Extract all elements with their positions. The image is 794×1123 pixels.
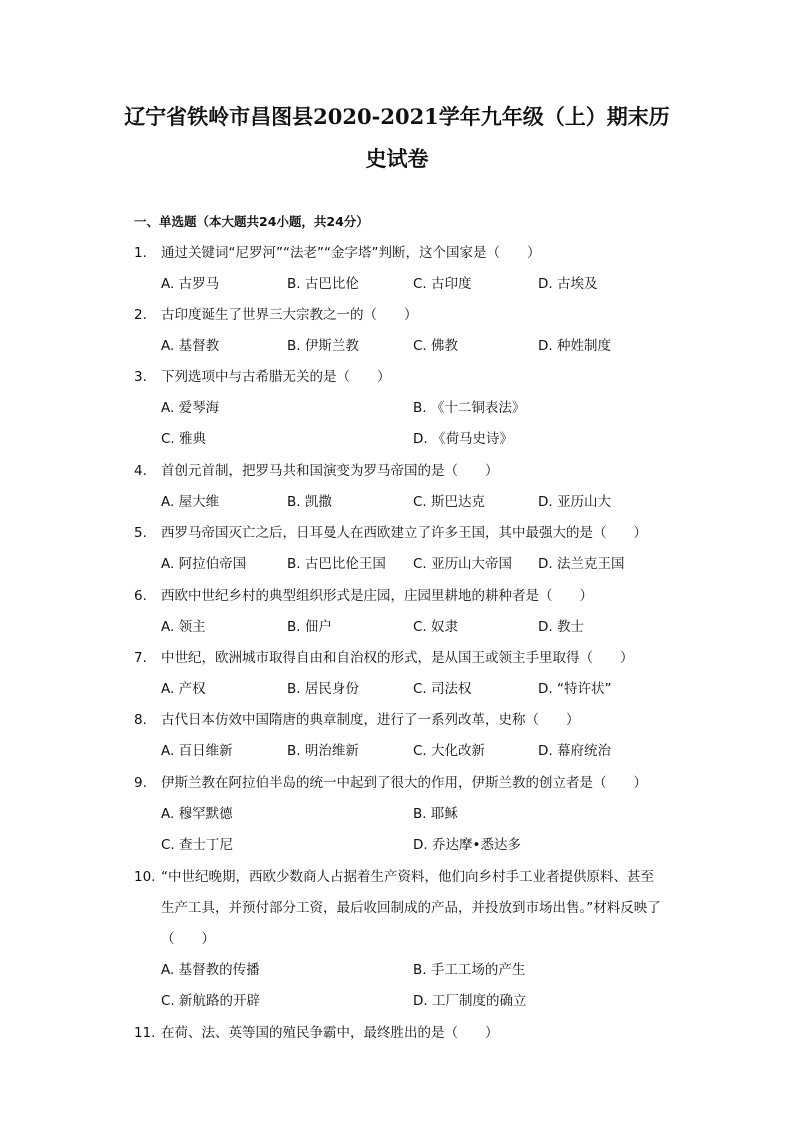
- option-d: D. 教士: [538, 619, 584, 635]
- question-7-options: [161, 674, 671, 705]
- option-d: D. 亚历山大: [538, 494, 611, 510]
- option-c: C. 佛教: [413, 338, 459, 354]
- question-6-options: [161, 612, 671, 643]
- option-a: A. 爱琴海: [161, 400, 220, 416]
- option-b: B. 居民身份: [287, 681, 359, 697]
- option-c: C. 大化改新: [413, 743, 486, 759]
- option-c: C. 斯巴达克: [413, 494, 486, 510]
- page-title-line-2: 史试卷: [365, 146, 429, 171]
- option-c: C. 查士丁尼: [161, 837, 234, 853]
- question-stem: 古代日本仿效中国隋唐的典章制度，进行了一系列改革，史称（ ）: [161, 712, 580, 728]
- option-a: A. 领主: [161, 619, 206, 635]
- question-7: [134, 643, 664, 674]
- question-stem: 西罗马帝国灭亡之后，日耳曼人在西欧建立了许多王国，其中最强大的是（ ）: [161, 525, 647, 541]
- option-d: D. 《荷马史诗》: [413, 431, 513, 447]
- option-c: C. 雅典: [161, 431, 207, 447]
- question-number: 9.: [134, 775, 147, 791]
- option-c: C. 新航路的开辟: [161, 993, 261, 1009]
- option-a: A. 百日维新: [161, 743, 233, 759]
- question-9: [134, 768, 664, 799]
- question-number: 3.: [134, 369, 147, 385]
- option-b: B. 手工工场的产生: [413, 962, 526, 978]
- question-9-options-row-1: [161, 799, 671, 830]
- question-4-options: [161, 487, 671, 518]
- page-title-line-1: 辽宁省铁岭市昌图县2020-2021学年九年级（上）期末历: [124, 104, 670, 129]
- question-stem: 首创元首制，把罗马共和国演变为罗马帝国的是（ ）: [161, 463, 499, 479]
- option-b: B. 凯撒: [287, 494, 332, 510]
- question-stem: 中世纪，欧洲城市取得自由和自治权的形式，是从国王或领主手里取得（ ）: [161, 650, 634, 666]
- question-number: 4.: [134, 463, 147, 479]
- option-c: C. 奴隶: [413, 619, 459, 635]
- option-c: C. 古印度: [413, 276, 472, 292]
- question-10-options-row-1: [161, 955, 671, 986]
- question-3-options-row-2: [161, 424, 671, 455]
- question-10-options-row-2: [161, 986, 671, 1017]
- option-d: D. 种姓制度: [538, 338, 611, 354]
- question-stem: 通过关键词“尼罗河”“法老”“金字塔”判断，这个国家是（ ）: [161, 245, 541, 261]
- option-b: B. 明治维新: [287, 743, 359, 759]
- question-5-options: [161, 549, 671, 580]
- option-d: D. 乔达摩•悉达多: [413, 837, 521, 853]
- question-8-options: [161, 736, 671, 767]
- question-3-options-row-1: [161, 393, 671, 424]
- question-number: 1.: [134, 245, 147, 261]
- question-3: [134, 362, 664, 393]
- option-b: B. 耶稣: [413, 806, 458, 822]
- option-a: A. 古罗马: [161, 276, 220, 292]
- option-d: D. 幕府统治: [538, 743, 611, 759]
- option-d: D. 法兰克王国: [538, 556, 625, 572]
- question-2-options: [161, 331, 671, 362]
- question-8: [134, 705, 664, 736]
- option-a: A. 穆罕默德: [161, 806, 233, 822]
- question-number: 10.: [134, 869, 156, 885]
- question-6: [134, 581, 664, 612]
- question-number: 5.: [134, 525, 147, 541]
- option-a: A. 产权: [161, 681, 206, 697]
- option-b: B. 古巴比伦: [287, 276, 359, 292]
- question-number: 2.: [134, 307, 147, 323]
- option-a: A. 基督教: [161, 338, 220, 354]
- option-b: B. 伊斯兰教: [287, 338, 359, 354]
- question-number: 8.: [134, 712, 147, 728]
- question-11: [134, 1018, 664, 1049]
- question-10: [134, 862, 664, 955]
- option-a: A. 基督教的传播: [161, 962, 260, 978]
- question-number: 11.: [134, 1025, 156, 1041]
- question-9-options-row-2: [161, 830, 671, 861]
- question-stem: 古印度诞生了世界三大宗教之一的（ ）: [161, 307, 418, 323]
- option-d: D. “特许状”: [538, 681, 612, 697]
- option-c: C. 亚历山大帝国: [413, 556, 513, 572]
- question-stem: “中世纪晚期，西欧少数商人占据着生产资料，他们向乡村手工业者提供原料、甚至生产工具，并预付部分工资，最后收回制成的产品，并投放到市场出售。”材料反映了（ ）: [161, 869, 661, 947]
- option-a: A. 阿拉伯帝国: [161, 556, 247, 572]
- question-stem: 在荷、法、英等国的殖民争霸中，最终胜出的是（ ）: [161, 1025, 499, 1041]
- section-heading: 一、单选题（本大题共24小题，共24分）: [134, 214, 369, 229]
- option-b: B. 《十二铜表法》: [413, 400, 526, 416]
- question-1: [134, 238, 664, 269]
- option-d: D. 古埃及: [538, 276, 598, 292]
- option-c: C. 司法权: [413, 681, 472, 697]
- question-5: [134, 518, 664, 549]
- question-stem: 下列选项中与古希腊无关的是（ ）: [161, 369, 391, 385]
- question-4: [134, 456, 664, 487]
- option-a: A. 屋大维: [161, 494, 220, 510]
- option-d: D. 工厂制度的确立: [413, 993, 527, 1009]
- question-2: [134, 300, 664, 331]
- option-b: B. 佃户: [287, 619, 332, 635]
- question-number: 6.: [134, 588, 147, 604]
- option-b: B. 古巴比伦王国: [287, 556, 386, 572]
- question-stem: 西欧中世纪乡村的典型组织形式是庄园，庄园里耕地的耕种者是（ ）: [161, 588, 593, 604]
- question-1-options: [161, 269, 671, 300]
- question-number: 7.: [134, 650, 147, 666]
- question-stem: 伊斯兰教在阿拉伯半岛的统一中起到了很大的作用，伊斯兰教的创立者是（ ）: [161, 775, 647, 791]
